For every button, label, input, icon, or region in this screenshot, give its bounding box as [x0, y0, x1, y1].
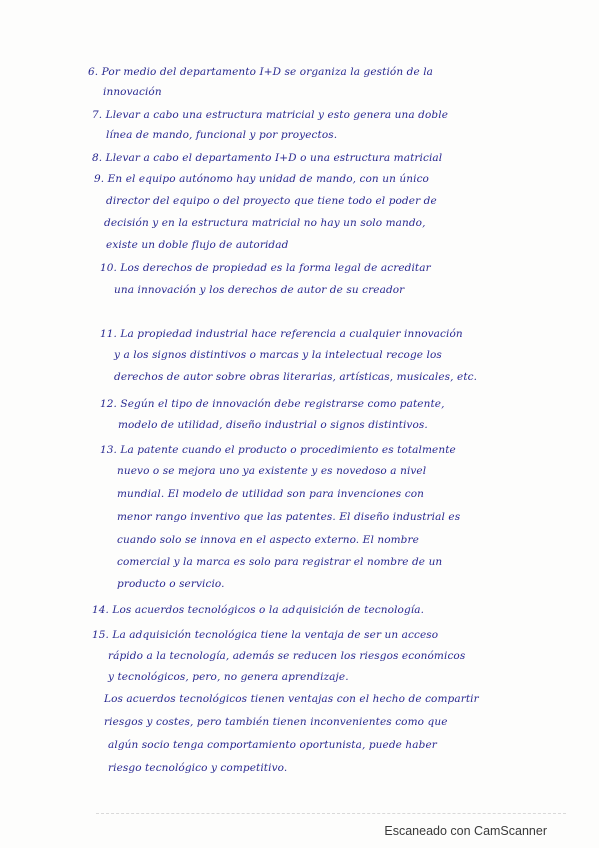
text-line: innovación	[103, 86, 162, 98]
text-line: 8. Llevar a cabo el departamento I+D o una estructura matricial	[92, 152, 443, 164]
text-line: una innovación y los derechos de autor de su creador	[114, 284, 405, 296]
text-line: y a los signos distintivos o marcas y la intelectual recoge los	[114, 349, 442, 361]
text-line: riesgo tecnológico y competitivo.	[108, 762, 288, 774]
text-line: 12. Según el tipo de innovación debe registrarse como patente,	[100, 398, 445, 410]
text-line: comercial y la marca es solo para registrar el nombre de un	[117, 556, 443, 568]
text-line: 7. Llevar a cabo una estructura matricial y esto genera una doble	[92, 109, 449, 121]
text-line: 15. La adquisición tecnológica tiene la ventaja de ser un acceso	[92, 629, 439, 641]
text-line: y tecnológicos, pero, no genera aprendizaje.	[108, 671, 349, 683]
text-line: derechos de autor sobre obras literarias, artísticas, musicales, etc.	[114, 371, 478, 383]
text-line: nuevo o se mejora uno ya existente y es novedoso a nivel	[117, 465, 427, 477]
text-line: 9. En el equipo autónomo hay unidad de mando, con un único	[94, 173, 429, 185]
text-line: Los acuerdos tecnológicos tienen ventajas con el hecho de compartir	[104, 693, 479, 705]
text-line: existe un doble flujo de autoridad	[106, 239, 289, 251]
text-line: algún socio tenga comportamiento oportunista, puede haber	[108, 739, 437, 751]
text-line: riesgos y costes, pero también tienen inconvenientes como que	[104, 716, 448, 728]
text-line: rápido a la tecnología, además se reducen los riesgos económicos	[108, 650, 466, 662]
page-fold-line	[96, 813, 566, 814]
text-line: 10. Los derechos de propiedad es la forma legal de acreditar	[100, 262, 431, 274]
text-line: decisión y en la estructura matricial no hay un solo mando,	[104, 217, 426, 229]
text-line: línea de mando, funcional y por proyectos.	[106, 129, 338, 141]
text-line: 11. La propiedad industrial hace referencia a cualquier innovación	[100, 328, 463, 340]
text-line: 13. La patente cuando el producto o procedimiento es totalmente	[100, 444, 456, 456]
text-line: mundial. El modelo de utilidad son para invenciones con	[117, 488, 424, 500]
text-line: cuando solo se innova en el aspecto externo. El nombre	[117, 534, 419, 546]
text-line: producto o servicio.	[117, 578, 225, 590]
scanner-watermark: Escaneado con CamScanner	[384, 824, 547, 838]
text-line: modelo de utilidad, diseño industrial o signos distintivos.	[118, 419, 428, 431]
text-line: menor rango inventivo que las patentes. El diseño industrial es	[117, 511, 461, 523]
text-line: director del equipo o del proyecto que tiene todo el poder de	[106, 195, 437, 207]
text-line: 6. Por medio del departamento I+D se organiza la gestión de la	[88, 66, 434, 78]
text-line: 14. Los acuerdos tecnológicos o la adquisición de tecnología.	[92, 604, 425, 616]
